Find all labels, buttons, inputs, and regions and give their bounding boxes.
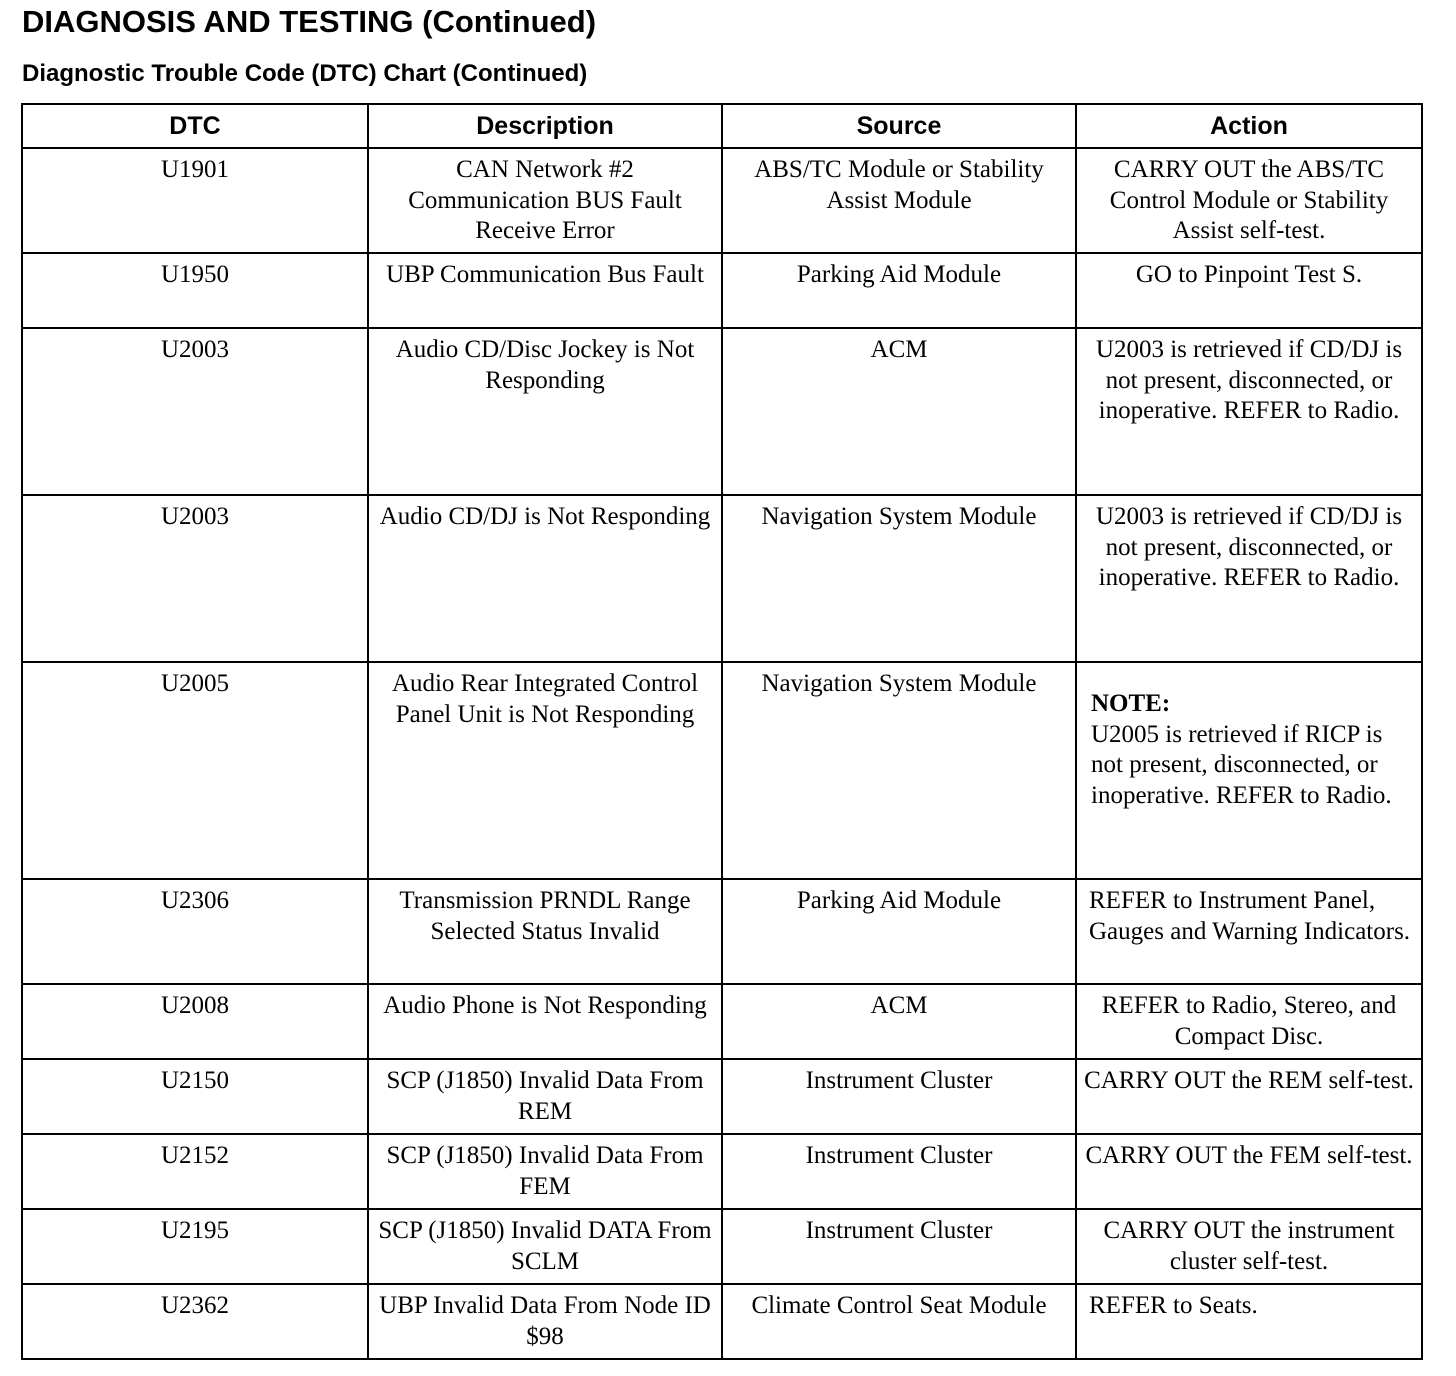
dtc-code: U2306 xyxy=(22,879,368,984)
dtc-code: U1901 xyxy=(22,148,368,253)
dtc-action xyxy=(1076,662,1422,879)
table-row xyxy=(22,1059,1422,1134)
dtc-code: U2008 xyxy=(22,984,368,1059)
dtc-action: CARRY OUT the FEM self-test. xyxy=(1076,1134,1422,1209)
column-header-dtc: DTC xyxy=(22,104,368,148)
dtc-code: U2003 xyxy=(22,328,368,495)
dtc-description: SCP (J1850) Invalid Data From FEM xyxy=(368,1134,722,1209)
dtc-description: Audio CD/DJ is Not Responding xyxy=(368,495,722,662)
dtc-code: U2150 xyxy=(22,1059,368,1134)
dtc-action: CARRY OUT the instrument cluster self-test. xyxy=(1076,1209,1422,1284)
table-row xyxy=(22,495,1422,662)
section-title: Diagnostic Trouble Code (DTC) Chart (Continued) xyxy=(22,60,588,87)
column-header-action: Action xyxy=(1076,104,1422,148)
dtc-action: REFER to Radio, Stereo, and Compact Disc. xyxy=(1076,984,1422,1059)
dtc-code: U1950 xyxy=(22,253,368,328)
dtc-source: Parking Aid Module xyxy=(722,253,1076,328)
dtc-action: REFER to Instrument Panel, Gauges and Warning Indicators. xyxy=(1076,879,1422,984)
dtc-action: U2003 is retrieved if CD/DJ is not present, disconnected, or inoperative. REFER to Radio. xyxy=(1076,495,1422,662)
note-text: U2005 is retrieved if RICP is not present, disconnected, or inoperative. REFER to Radio. xyxy=(1091,720,1392,809)
dtc-source: Parking Aid Module xyxy=(722,879,1076,984)
dtc-description: UBP Communication Bus Fault xyxy=(368,253,722,328)
dtc-source: Instrument Cluster xyxy=(722,1059,1076,1134)
dtc-description: UBP Invalid Data From Node ID $98 xyxy=(368,1284,722,1359)
dtc-description: CAN Network #2 Communication BUS Fault Receive Error xyxy=(368,148,722,253)
dtc-action: CARRY OUT the REM self-test. xyxy=(1076,1059,1422,1134)
table-row xyxy=(22,1284,1422,1359)
table-row xyxy=(22,253,1422,328)
dtc-source: Navigation System Module xyxy=(722,662,1076,879)
dtc-source: ACM xyxy=(722,984,1076,1059)
dtc-code: U2362 xyxy=(22,1284,368,1359)
table-row xyxy=(22,879,1422,984)
dtc-description: SCP (J1850) Invalid DATA From SCLM xyxy=(368,1209,722,1284)
dtc-source: Climate Control Seat Module xyxy=(722,1284,1076,1359)
dtc-description: SCP (J1850) Invalid Data From REM xyxy=(368,1059,722,1134)
dtc-code: U2003 xyxy=(22,495,368,662)
note-label: NOTE: xyxy=(1091,690,1171,717)
table-row xyxy=(22,662,1422,879)
dtc-code: U2195 xyxy=(22,1209,368,1284)
page-title: DIAGNOSIS AND TESTING (Continued) xyxy=(22,4,597,39)
dtc-description: Audio Phone is Not Responding xyxy=(368,984,722,1059)
dtc-source: Navigation System Module xyxy=(722,495,1076,662)
dtc-source: Instrument Cluster xyxy=(722,1209,1076,1284)
dtc-source: ABS/TC Module or Stability Assist Module xyxy=(722,148,1076,253)
table-row xyxy=(22,1209,1422,1284)
dtc-description: Audio Rear Integrated Control Panel Unit is Not Responding xyxy=(368,662,722,879)
dtc-description: Transmission PRNDL Range Selected Status Invalid xyxy=(368,879,722,984)
dtc-source: Instrument Cluster xyxy=(722,1134,1076,1209)
dtc-action: GO to Pinpoint Test S. xyxy=(1076,253,1422,328)
table-row xyxy=(22,984,1422,1059)
dtc-source: ACM xyxy=(722,328,1076,495)
dtc-action: U2003 is retrieved if CD/DJ is not present, disconnected, or inoperative. REFER to Radio. xyxy=(1076,328,1422,495)
table-header-row xyxy=(22,104,1422,148)
table-row xyxy=(22,328,1422,495)
dtc-description: Audio CD/Disc Jockey is Not Responding xyxy=(368,328,722,495)
column-header-source: Source xyxy=(722,104,1076,148)
dtc-action: REFER to Seats. xyxy=(1076,1284,1422,1359)
table-row xyxy=(22,148,1422,253)
dtc-action: CARRY OUT the ABS/TC Control Module or Stability Assist self-test. xyxy=(1076,148,1422,253)
table-row xyxy=(22,1134,1422,1209)
dtc-code: U2005 xyxy=(22,662,368,879)
dtc-chart-table xyxy=(21,103,1423,1360)
column-header-description: Description xyxy=(368,104,722,148)
dtc-code: U2152 xyxy=(22,1134,368,1209)
